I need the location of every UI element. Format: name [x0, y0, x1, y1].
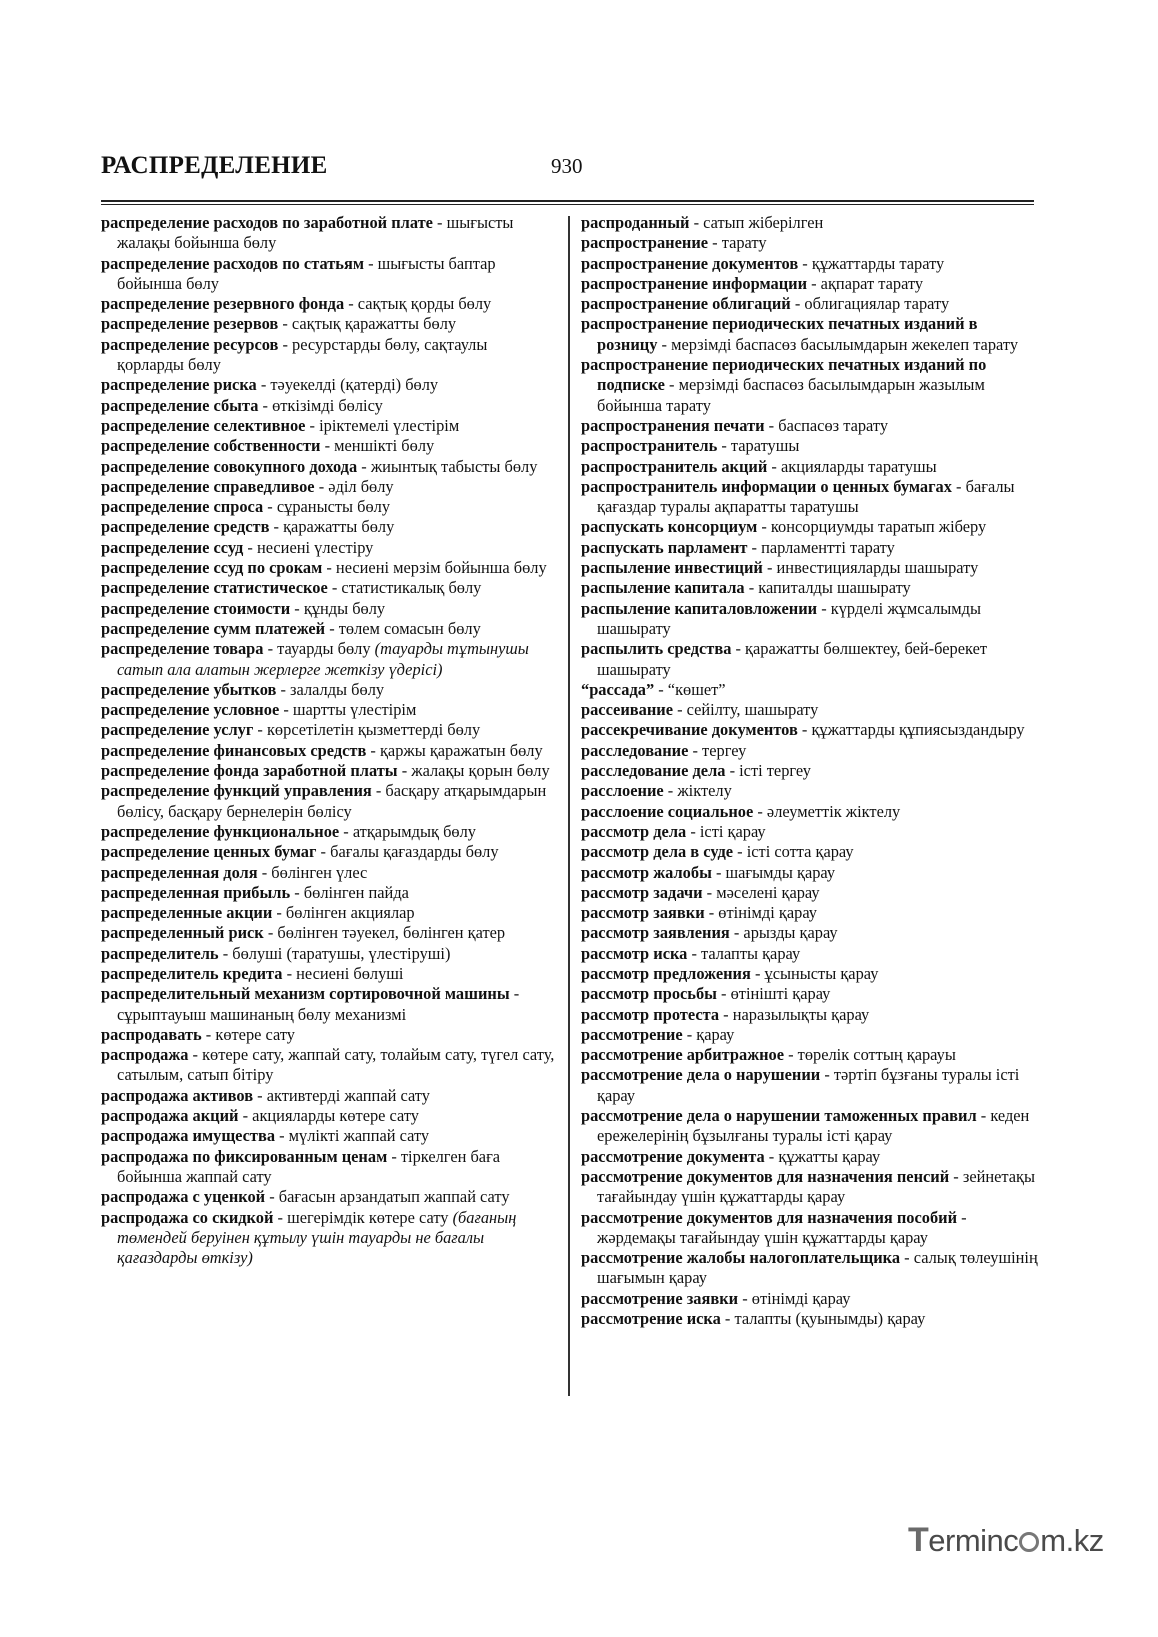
entry-term: рассмотрение дела о нарушении таможенных правил — [581, 1106, 977, 1126]
entry-term: рассмотрение жалобы налогоплательщика — [581, 1248, 901, 1268]
entry-term: распродажа — [101, 1045, 189, 1065]
entry-term: распространение периодических печатных изданий в розницу — [581, 314, 978, 354]
entry-translation: - құжаттарды тарату — [798, 253, 945, 273]
dictionary-entry — [581, 639, 1038, 680]
dictionary-entry — [101, 639, 558, 680]
dictionary-entry — [581, 436, 1038, 456]
entry-term: расслоение — [581, 781, 664, 801]
entry-translation: - тауарды бөлу — [263, 639, 375, 659]
entry-term: распределение функций управления — [101, 781, 372, 801]
dictionary-entry — [101, 720, 558, 740]
entry-term: распределение фонда заработной платы — [101, 761, 398, 781]
entry-translation: - іріктемелі үлестірім — [305, 415, 460, 435]
entry-term: распределение расходов по статьям — [101, 253, 364, 273]
entry-translation: - сұрыптауыш машинаның бөлу механизмі — [117, 984, 520, 1024]
dictionary-entry — [581, 1208, 1038, 1249]
entry-term: рассмотрение дела о нарушении — [581, 1065, 821, 1085]
dictionary-entry — [581, 883, 1038, 903]
entry-translation: - шегерімдік көтере сату — [273, 1207, 453, 1227]
entry-term: рассмотр заявления — [581, 923, 730, 943]
entry-translation: - төлем сомасын бөлу — [325, 618, 481, 638]
entry-term: распределение спроса — [101, 497, 264, 517]
dictionary-entry — [581, 599, 1038, 640]
entry-translation: - атқарымдық бөлу — [339, 821, 476, 841]
dictionary-entry — [581, 274, 1038, 294]
dictionary-entry — [101, 538, 558, 558]
dictionary-entry — [101, 923, 558, 943]
dictionary-entry — [101, 863, 558, 883]
entry-term: распределитель кредита — [101, 963, 283, 983]
dictionary-entry — [581, 294, 1038, 314]
entry-translation: - мәселені қарау — [702, 882, 820, 902]
dictionary-entry — [101, 497, 558, 517]
entry-translation: - әлеуметтік жіктелу — [753, 801, 901, 821]
entry-term: распределенный риск — [101, 923, 264, 943]
entry-term: распределение сбыта — [101, 395, 259, 415]
dictionary-entry — [581, 1005, 1038, 1025]
dictionary-entry — [101, 517, 558, 537]
page-number: 930 — [551, 154, 583, 178]
entry-term: распространения печати — [581, 415, 765, 435]
dictionary-entry — [581, 477, 1038, 518]
dictionary-entry — [101, 416, 558, 436]
entry-translation: - өтінімді қарау — [738, 1288, 851, 1308]
entry-term: распределение ссуд по срокам — [101, 558, 323, 578]
dictionary-entry — [101, 1045, 558, 1086]
entry-term: рассмотр предложения — [581, 963, 751, 983]
entry-term: рассмотрение иска — [581, 1309, 721, 1329]
entry-translation: - мүлікті жаппай сату — [275, 1126, 430, 1146]
entry-translation: - тәуекелді (қатерді) бөлу — [256, 375, 439, 395]
dictionary-entry — [101, 1126, 558, 1146]
entry-translation: - залалды бөлу — [276, 679, 385, 699]
entry-translation: - жәрдемақы тағайындау үшін құжаттарды қарау — [597, 1207, 967, 1247]
entry-translation: - бөлінген пайда — [290, 882, 409, 902]
dictionary-entry — [101, 477, 558, 497]
entry-term: распределенные акции — [101, 903, 273, 923]
dictionary-entry — [101, 375, 558, 395]
dictionary-entry — [101, 964, 558, 984]
entry-translation: - несиені мерзім бойынша бөлу — [322, 558, 547, 578]
entry-translation: - парламентті тарату — [747, 537, 895, 557]
dictionary-entry — [581, 1167, 1038, 1208]
dictionary-entry — [581, 863, 1038, 883]
entry-term: распространитель информации о ценных бумагах — [581, 476, 952, 496]
dictionary-entry — [101, 1086, 558, 1106]
entry-term: распределенная прибыль — [101, 882, 291, 902]
entry-term: распускать консорциум — [581, 517, 758, 537]
entry-term: распространение периодических печатных изданий по подписке — [581, 355, 987, 395]
dictionary-entry — [581, 1289, 1038, 1309]
dictionary-entry — [101, 1147, 558, 1188]
entry-translation: - өтінішті қарау — [716, 984, 831, 1004]
entry-term: распускать парламент — [581, 537, 748, 557]
entry-term: распределение справедливое — [101, 476, 315, 496]
dictionary-entry — [581, 416, 1038, 436]
dictionary-entry — [581, 842, 1038, 862]
dictionary-entry — [581, 923, 1038, 943]
entry-term: распространение — [581, 233, 709, 253]
dictionary-entry — [101, 842, 558, 862]
entry-term: распределение ценных бумаг — [101, 842, 317, 862]
entry-term: распыление капиталовложении — [581, 598, 818, 618]
dictionary-entry — [581, 538, 1038, 558]
dictionary-entry — [101, 1106, 558, 1126]
entry-translation: - активтерді жаппай сату — [253, 1085, 430, 1105]
entry-translation: - салық төлеушінің шағымын қарау — [597, 1248, 1038, 1288]
entry-term: рассмотрение арбитражное — [581, 1045, 785, 1065]
dictionary-entry — [581, 314, 1038, 355]
dictionary-entry — [101, 883, 558, 903]
entry-translation: - мерзімді баспасөз басылымдарын жекелеп тарату — [657, 334, 1019, 354]
dictionary-entry — [581, 517, 1038, 537]
entry-translation: - төрелік соттың қарауы — [784, 1045, 956, 1065]
entry-translation: - несиені бөлуші — [282, 963, 404, 983]
entry-term: распродажа со скидкой — [101, 1207, 274, 1227]
entry-translation: - мерзімді баспасөз басылымдарын жазылым бойынша тарату — [597, 375, 985, 415]
dictionary-entry — [101, 1025, 558, 1045]
entry-term: рассмотр протеста — [581, 1004, 720, 1024]
entry-translation: - сақтық қаражатты бөлу — [278, 314, 457, 334]
entry-translation: - істі сотта қарау — [733, 842, 854, 862]
dictionary-entry — [581, 233, 1038, 253]
entry-term: рассеивание — [581, 700, 673, 720]
entry-translation: - меншікті бөлу — [320, 436, 435, 456]
dictionary-entry — [581, 822, 1038, 842]
entry-translation: - бөлуші (таратушы, үлестіруші) — [218, 943, 451, 963]
entry-translation: - қаражатты бөлшектеу, бей-берекет шашырату — [597, 639, 988, 679]
dictionary-entry — [581, 761, 1038, 781]
entry-translation: - тіркелген баға бойынша жаппай сату — [117, 1146, 501, 1186]
dictionary-entry — [101, 558, 558, 578]
entry-term: распродажа акций — [101, 1106, 239, 1126]
entry-translation: - істі тергеу — [725, 761, 811, 781]
dictionary-entry — [581, 355, 1038, 416]
entry-term: распродажа с уценкой — [101, 1187, 266, 1207]
entry-translation: - істі қарау — [686, 821, 766, 841]
entry-translation: - көрсетілетін қызметтерді бөлу — [253, 720, 481, 740]
dictionary-entry — [101, 680, 558, 700]
dictionary-entry — [581, 1248, 1038, 1289]
dictionary-entry — [101, 294, 558, 314]
dictionary-entry — [101, 1208, 558, 1269]
entry-translation: - шағымды қарау — [711, 862, 836, 882]
entry-translation: - қаржы қаражатын бөлу — [366, 740, 543, 760]
dictionary-entry — [581, 903, 1038, 923]
entry-term: распылить средства — [581, 639, 732, 659]
entry-term: рассмотр дела — [581, 821, 687, 841]
entry-term: распределение товара — [101, 639, 264, 659]
entry-term: “рассада” — [581, 679, 655, 699]
entry-translation: - кеден ережелерінің бұзылғаны туралы істі қарау — [597, 1106, 1030, 1146]
entry-term: распределение ресурсов — [101, 334, 279, 354]
header-rule — [101, 200, 1034, 205]
entry-term: распространитель акций — [581, 456, 768, 476]
dictionary-entry — [101, 781, 558, 822]
entry-translation: - консорциумды таратып жіберу — [757, 517, 987, 537]
entry-term: распыление капитала — [581, 578, 745, 598]
entry-translation: - талапты (қуынымды) қарау — [720, 1309, 926, 1329]
entry-translation: - инвестицияларды шашырату — [762, 558, 979, 578]
entry-term: распродажа активов — [101, 1085, 254, 1105]
dictionary-entry — [101, 213, 558, 254]
entry-translation: - зейнетақы тағайындау үшін құжаттарды қарау — [597, 1166, 1036, 1207]
entry-term: рассмотрение документа — [581, 1146, 765, 1166]
dictionary-entry — [101, 944, 558, 964]
dictionary-entry — [581, 1309, 1038, 1329]
entry-translation: - қарау — [682, 1024, 735, 1044]
entry-term: распределительный механизм сортировочной машины — [101, 984, 510, 1004]
entry-translation: - ақпарат тарату — [807, 273, 924, 293]
entry-translation: - құнды бөлу — [290, 598, 386, 618]
entry-term: распространение информации — [581, 273, 808, 293]
entry-translation: - капиталды шашырату — [744, 578, 911, 598]
dictionary-entry — [581, 984, 1038, 1004]
dictionary-entry — [101, 741, 558, 761]
dictionary-entry — [581, 1065, 1038, 1106]
entry-translation: - әділ бөлу — [314, 476, 394, 496]
dictionary-entry — [101, 619, 558, 639]
entry-translation: - жалақы қорын бөлу — [397, 761, 550, 781]
dictionary-entry — [581, 1147, 1038, 1167]
entry-translation: - талапты қарау — [687, 943, 801, 963]
entry-translation: - басқару атқарымдарын бөлісу, басқару бернелерін бөлісу — [117, 781, 547, 821]
dictionary-entry — [101, 436, 558, 456]
entry-translation: - ұсынысты қарау — [750, 963, 879, 983]
entry-term: распределение убытков — [101, 679, 277, 699]
entry-term: распыление инвестиций — [581, 558, 763, 578]
entry-translation: - арызды қарау — [729, 923, 838, 943]
entry-term: распределение финансовых средств — [101, 740, 367, 760]
entry-term: распределение стоимости — [101, 598, 291, 618]
column-divider — [568, 216, 570, 1396]
entry-translation: - облигациялар тарату — [790, 294, 950, 314]
entry-translation: - күрделі жұмсалымды шашырату — [597, 598, 982, 638]
entry-term: распродажа по фиксированным ценам — [101, 1146, 388, 1166]
dictionary-entry — [581, 254, 1038, 274]
entry-term: распределенная доля — [101, 862, 258, 882]
dictionary-entry — [581, 700, 1038, 720]
entry-term: рассмотр задачи — [581, 882, 703, 902]
entry-translation: - бөлінген тәуекел, бөлінген қатер — [263, 923, 506, 943]
entry-term: рассмотр просьбы — [581, 984, 717, 1004]
entry-translation: - шығысты жалақы бойынша бөлу — [117, 213, 514, 253]
entry-translation: - көтере сату, жаппай сату, толайым сату, түгел сату, сатылым, сатып бітіру — [117, 1045, 555, 1085]
dictionary-entry — [581, 680, 1038, 700]
entry-translation: - өтінімді қарау — [704, 903, 817, 923]
entry-translation: - несиені үлестіру — [243, 537, 374, 557]
dictionary-entry — [101, 254, 558, 295]
entry-translation: - өткізімді бөлісу — [258, 395, 383, 415]
entry-translation: - тарату — [708, 233, 767, 253]
dictionary-entry — [581, 1025, 1038, 1045]
entry-translation: - ресурстарды бөлу, сақтаулы қорларды бөлу — [117, 334, 488, 375]
entry-term: распределение селективное — [101, 415, 306, 435]
entry-translation: - акцияларды көтере сату — [238, 1106, 420, 1126]
entry-term: распространение облигаций — [581, 294, 791, 314]
termincom-logo: Terminc m.kz — [908, 1521, 1104, 1559]
entry-translation: - сұранысты бөлу — [263, 497, 391, 517]
entry-term: распределение риска — [101, 375, 257, 395]
dictionary-entry — [581, 741, 1038, 761]
entry-term: расследование — [581, 740, 689, 760]
entry-translation: - тергеу — [688, 740, 747, 760]
dictionary-entry — [581, 802, 1038, 822]
page-heading: РАСПРЕДЕЛЕНИЕ — [101, 152, 328, 179]
entry-translation: - бағалы қағаздар туралы ақпаратты таратушы — [597, 476, 1015, 517]
entry-translation: - тәртіп бұзғаны туралы істі қарау — [597, 1065, 1020, 1105]
entry-translation: - шығысты баптар бойынша бөлу — [117, 253, 496, 293]
dictionary-entry — [101, 903, 558, 923]
entry-translation: - бөлінген акциялар — [272, 903, 415, 923]
entry-translation: - акцияларды таратушы — [767, 456, 937, 476]
entry-term: распределение ссуд — [101, 537, 244, 557]
entry-term: распространение документов — [581, 253, 799, 273]
entry-translation: - наразылықты қарау — [719, 1004, 870, 1024]
entry-translation: - жиынтық табысты бөлу — [357, 456, 538, 476]
dictionary-entry — [101, 761, 558, 781]
entry-term: распределение функциональное — [101, 821, 340, 841]
entry-translation: - статистикалық бөлу — [327, 578, 482, 598]
entry-translation: - “көшет” — [654, 679, 726, 699]
entry-term: распределитель — [101, 943, 219, 963]
entry-translation: - қаражатты бөлу — [269, 517, 395, 537]
dictionary-entry — [581, 457, 1038, 477]
dictionary-entry — [581, 578, 1038, 598]
page-header — [101, 150, 1034, 202]
entry-translation: - шартты үлестірім — [279, 700, 417, 720]
dictionary-entry — [101, 700, 558, 720]
dictionary-entry — [581, 781, 1038, 801]
entry-term: расследование дела — [581, 761, 726, 781]
entry-translation: - сейілту, шашырату — [673, 700, 819, 720]
entry-term: рассмотрение документов для назначения пенсий — [581, 1166, 950, 1186]
entry-term: распродавать — [101, 1024, 202, 1044]
entry-translation: - құжатты қарау — [764, 1146, 881, 1166]
entry-term: рассмотрение документов для назначения пособий — [581, 1207, 958, 1227]
entry-note: (бағаның төмендей беруінен құтылу үшін тауарды не бағалы қағаздарды өткізу) — [117, 1207, 517, 1268]
dictionary-entry — [101, 396, 558, 416]
entry-term: распределение условное — [101, 700, 280, 720]
entry-translation: - сақтық қорды бөлу — [344, 294, 492, 314]
entry-term: рассмотр дела в суде — [581, 842, 734, 862]
entry-term: распределение статистическое — [101, 578, 328, 598]
left-column — [101, 213, 558, 1268]
entry-translation: - баспасөз тарату — [764, 415, 889, 435]
dictionary-entry — [101, 1187, 558, 1207]
entry-term: рассмотр жалобы — [581, 862, 712, 882]
dictionary-entry — [581, 558, 1038, 578]
entry-term: распределение расходов по заработной плате — [101, 213, 433, 232]
entry-translation: - бағасын арзандатып жаппай сату — [265, 1187, 510, 1207]
dictionary-entry — [101, 984, 558, 1025]
entry-term: расслоение социальное — [581, 801, 754, 821]
entry-term: рассмотр иска — [581, 943, 688, 963]
entry-term: распределение резервов — [101, 314, 279, 334]
entry-term: распределение средств — [101, 517, 270, 537]
entry-term: распроданный — [581, 213, 690, 232]
dictionary-entry — [581, 720, 1038, 740]
entry-term: распределение сумм платежей — [101, 618, 326, 638]
dictionary-entry — [101, 335, 558, 376]
entry-term: распространитель — [581, 436, 718, 456]
entry-term: распределение собственности — [101, 436, 321, 456]
entry-translation: - сатып жіберілген — [689, 213, 824, 232]
dictionary-entry — [101, 457, 558, 477]
entry-translation: - көтере сату — [201, 1024, 295, 1044]
entry-term: распродажа имущества — [101, 1126, 276, 1146]
dictionary-entry — [581, 944, 1038, 964]
dictionary-entry — [101, 822, 558, 842]
entry-term: рассмотрение — [581, 1024, 683, 1044]
entry-translation: - бағалы қағаздарды бөлу — [316, 842, 499, 862]
entry-term: рассекречивание документов — [581, 720, 798, 740]
entry-translation: - жіктелу — [663, 781, 732, 801]
entry-note: (тауарды тұтынушы сатып ала алатын жерлерге жеткізу үдерісі) — [117, 639, 529, 679]
dictionary-entry — [581, 213, 1038, 233]
entry-term: рассмотр заявки — [581, 903, 705, 923]
entry-term: распределение услуг — [101, 720, 254, 740]
entry-term: распределение совокупного дохода — [101, 456, 358, 476]
right-column — [581, 213, 1038, 1329]
entry-translation: - бөлінген үлес — [257, 862, 368, 882]
dictionary-entry — [101, 599, 558, 619]
dictionary-entry — [101, 314, 558, 334]
dictionary-entry — [581, 964, 1038, 984]
dictionary-entry — [101, 578, 558, 598]
entry-translation: - таратушы — [717, 436, 800, 456]
entry-term: рассмотрение заявки — [581, 1288, 739, 1308]
entry-term: распределение резервного фонда — [101, 294, 345, 314]
dictionary-entry — [581, 1106, 1038, 1147]
entry-translation: - құжаттарды құпиясыздандыру — [797, 720, 1025, 740]
dictionary-entry — [581, 1045, 1038, 1065]
